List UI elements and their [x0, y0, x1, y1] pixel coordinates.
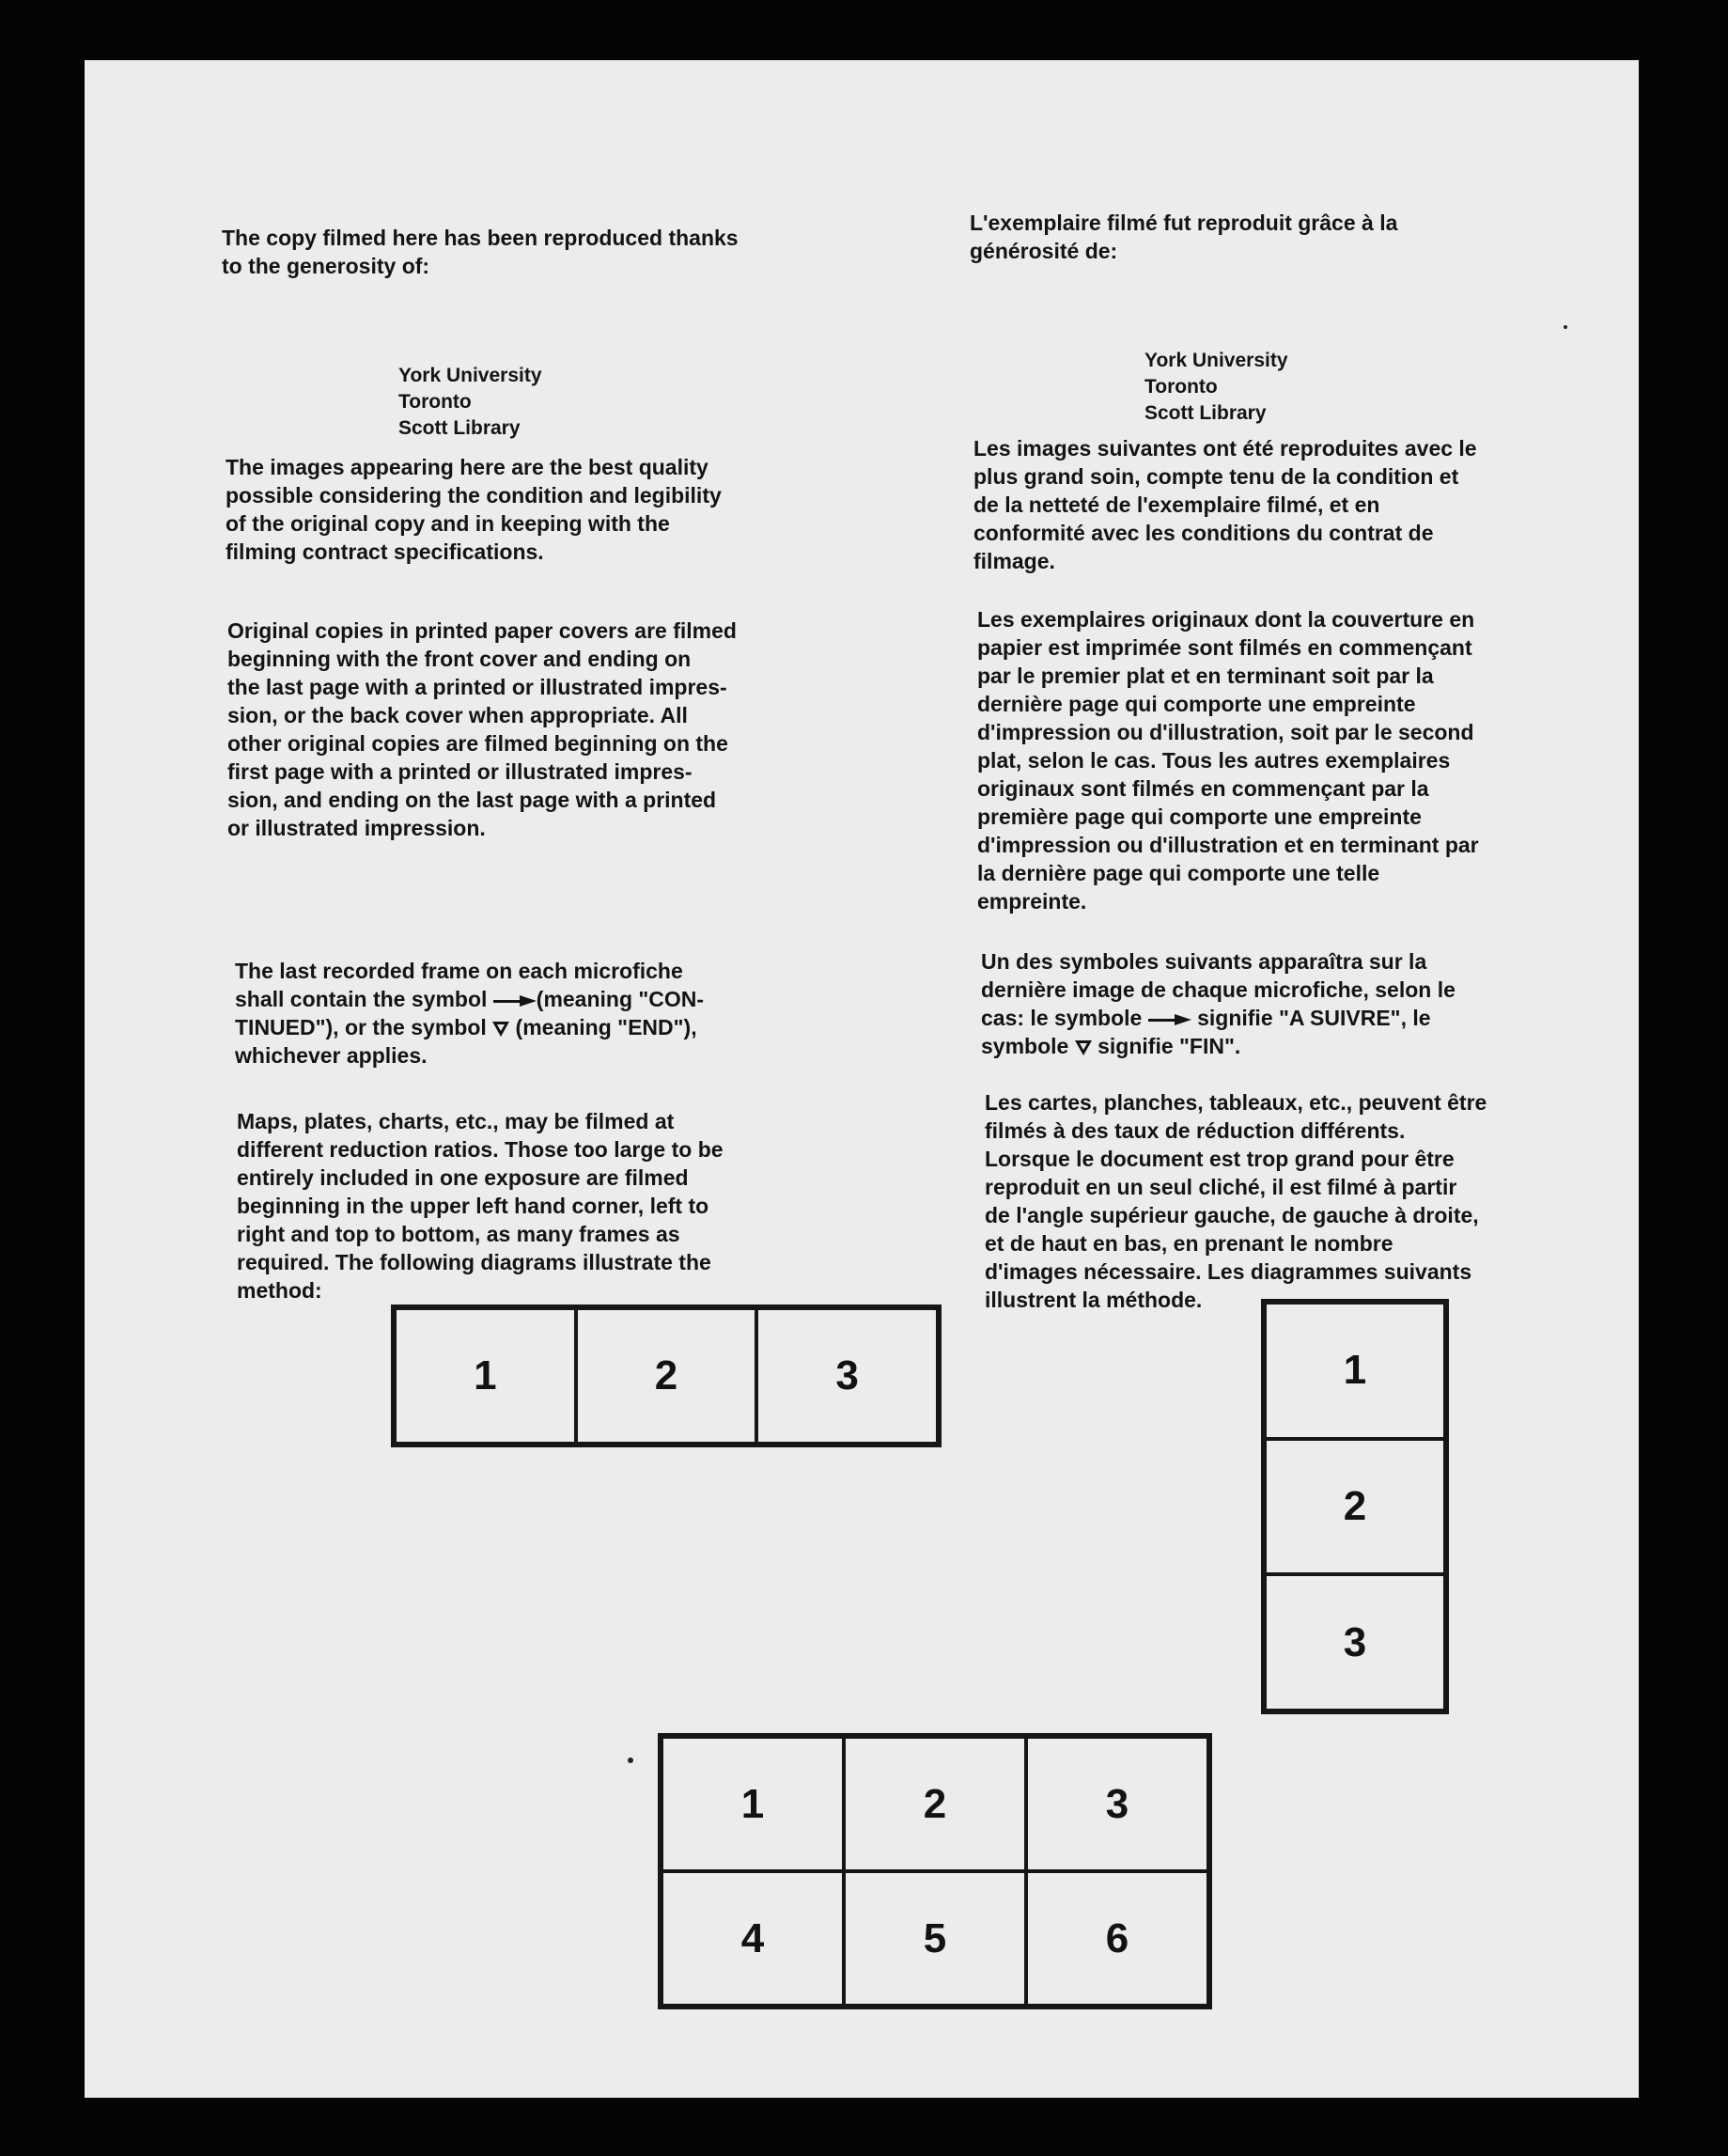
frame-cell: 1 [662, 1737, 844, 1871]
speck [628, 1758, 633, 1763]
frame-cell: 2 [844, 1737, 1026, 1871]
french-originals: Les exemplaires originaux dont la couverture en papier est imprimée sont filmés en commençant par le premier plat et en terminant soit par la dernière page qui comporte une empreinte d'impression ou d'illustration, soit par le second plat, selon le cas. Tous les autres exemplaires originaux sont filmés en commençant par la première page qui comporte une empreinte d'impression ou d'illustration et en terminant par la dernière page qui comporte une telle empreinte. [977, 607, 1479, 914]
vertical-frames-diagram [1261, 1299, 1449, 1714]
french-quality: Les images suivantes ont été reproduites avec le plus grand soin, compte tenu de la condition et de la netteté de l'exemplaire filmé, et en conformité avec les conditions du contrat de filmage. [973, 436, 1477, 573]
frame-cell: 1 [1265, 1303, 1445, 1439]
a-suivre-arrow-icon [1148, 1014, 1191, 1025]
end-triangle-icon [492, 1022, 509, 1037]
horizontal-frames-diagram [391, 1305, 942, 1447]
french-symbols: Un des symboles suivants apparaîtra sur la dernière image de chaque microfiche, selon le cas: le symbole signifie "A SUIVRE", le symbole signifie "FIN". [981, 949, 1456, 1058]
frame-cell: 3 [756, 1308, 938, 1444]
french-address: York University Toronto Scott Library [1144, 350, 1288, 424]
frame-cell: 6 [1026, 1871, 1208, 2006]
frame-cell: 4 [662, 1871, 844, 2006]
french-maps: Les cartes, planches, tableaux, etc., peuvent être filmés à des taux de réduction différents. Lorsque le document est trop grand pour être reproduit en un seul cliché, il est filmé à partir de l'angle supérieur gauche, de gauche à droite, et de haut en bas, en prenant le nombre d'images nécessaire. Les diagrammes suivants illustrent la méthode. [985, 1090, 1487, 1312]
english-intro: The copy filmed here has been reproduced thanks to the generosity of: [222, 226, 739, 278]
frame-cell: 5 [844, 1871, 1026, 2006]
frame-cell: 2 [1265, 1439, 1445, 1575]
french-intro: L'exemplaire filmé fut reproduit grâce à la générosité de: [970, 211, 1398, 263]
continued-arrow-icon [493, 995, 537, 1007]
english-address: York University Toronto Scott Library [398, 365, 542, 439]
speck [1564, 325, 1567, 329]
english-quality: The images appearing here are the best quality possible considering the condition and legibility of the original copy and in keeping with the filming contract specifications. [226, 455, 722, 564]
frame-cell: 3 [1265, 1574, 1445, 1711]
frame-cell: 2 [576, 1308, 757, 1444]
english-maps: Maps, plates, charts, etc., may be filmed at different reduction ratios. Those too large to be entirely included in one exposure are filmed beginning in the upper left hand corner, left to right and top to bottom, as many frames as required. The following diagrams illustrate the method: [237, 1109, 724, 1303]
grid-frames-diagram [658, 1733, 1212, 2009]
fin-triangle-icon [1075, 1040, 1092, 1055]
english-symbols: The last recorded frame on each microfiche shall contain the symbol (meaning "CON- TINUED"), or the symbol (meaning "END"), whichever applies. [235, 959, 705, 1068]
document-page [85, 60, 1639, 2098]
english-originals: Original copies in printed paper covers are filmed beginning with the front cover and ending on the last page with a printed or illustrated impres- sion, or the back cover when appropriate. All other original copies are filmed beginning on the first page with a printed or illustrated impres- sion, and ending on the last page with a printed or illustrated impression. [227, 618, 737, 840]
frame-cell: 3 [1026, 1737, 1208, 1871]
frame-cell: 1 [395, 1308, 576, 1444]
